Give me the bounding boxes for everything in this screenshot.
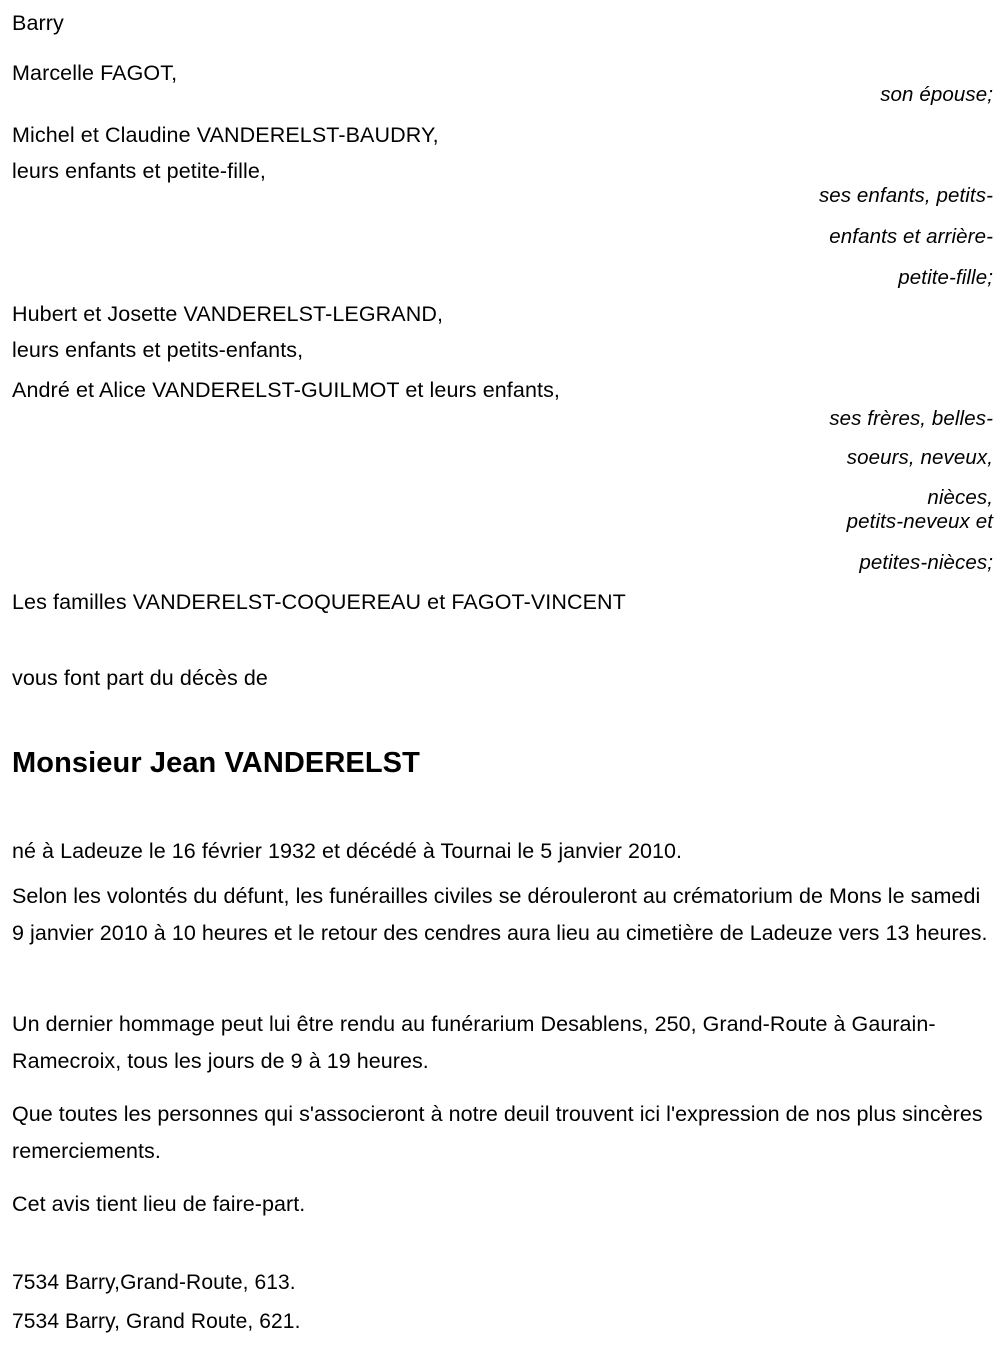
locality-text: Barry xyxy=(12,11,64,35)
visitation-paragraph: Un dernier hommage peut lui être rendu au funérarium Desablens, 250, Grand-Route à Gaurain-Ramecroix, tous les jours de 9 à 19 heures. xyxy=(12,1012,936,1073)
funeral-paragraph: Selon les volontés du défunt, les funérailles civiles se dérouleront au crématorium de Mons le samedi 9 janvier 2010 à 10 heures et le retour des cendres aura lieu au cimetière de Ladeuze vers 13 heures. xyxy=(12,884,988,945)
siblings-line-2: leurs enfants et petits-enfants, xyxy=(12,338,304,362)
siblings-line-1: Hubert et Josette VANDERELST-LEGRAND, xyxy=(12,302,444,326)
address-line-1: 7534 Barry,Grand-Route, 613. xyxy=(12,1271,296,1294)
families-line: Les familles VANDERELST-COQUEREAU et FAGOT-VINCENT xyxy=(12,590,626,614)
children-relation-line-2: enfants et arrière- xyxy=(829,225,993,248)
siblings-line-3: André et Alice VANDERELST-GUILMOT et leurs enfants, xyxy=(12,378,560,402)
children-relation-line-1: ses enfants, petits- xyxy=(818,184,993,207)
announcement-intro: vous font part du décès de xyxy=(12,666,268,690)
siblings-relation-line-3: nièces, xyxy=(927,486,993,509)
siblings-relation-line-5: petites-nièces; xyxy=(859,551,993,574)
siblings-relation-line-2: soeurs, neveux, xyxy=(846,446,993,469)
address-line-2: 7534 Barry, Grand Route, 621. xyxy=(12,1310,301,1333)
deceased-name: Monsieur Jean VANDERELST xyxy=(12,747,420,779)
thanks-paragraph: Que toutes les personnes qui s'associeront à notre deuil trouvent ici l'expression de nos plus sincères remerciements. xyxy=(12,1102,983,1163)
faire-part-notice: Cet avis tient lieu de faire-part. xyxy=(12,1192,306,1216)
siblings-relation-line-4: petits-neveux et xyxy=(846,510,993,533)
spouse-relation: son épouse; xyxy=(880,83,993,106)
siblings-relation-line-1: ses frères, belles- xyxy=(829,407,993,430)
spouse-names: Marcelle FAGOT, xyxy=(12,61,178,85)
children-relation-line-3: petite-fille; xyxy=(898,266,993,289)
birth-death-line: né à Ladeuze le 16 février 1932 et décédé à Tournai le 5 janvier 2010. xyxy=(12,839,683,863)
children-line-1: Michel et Claudine VANDERELST-BAUDRY, xyxy=(12,123,439,147)
children-line-2: leurs enfants et petite-fille, xyxy=(12,159,266,183)
